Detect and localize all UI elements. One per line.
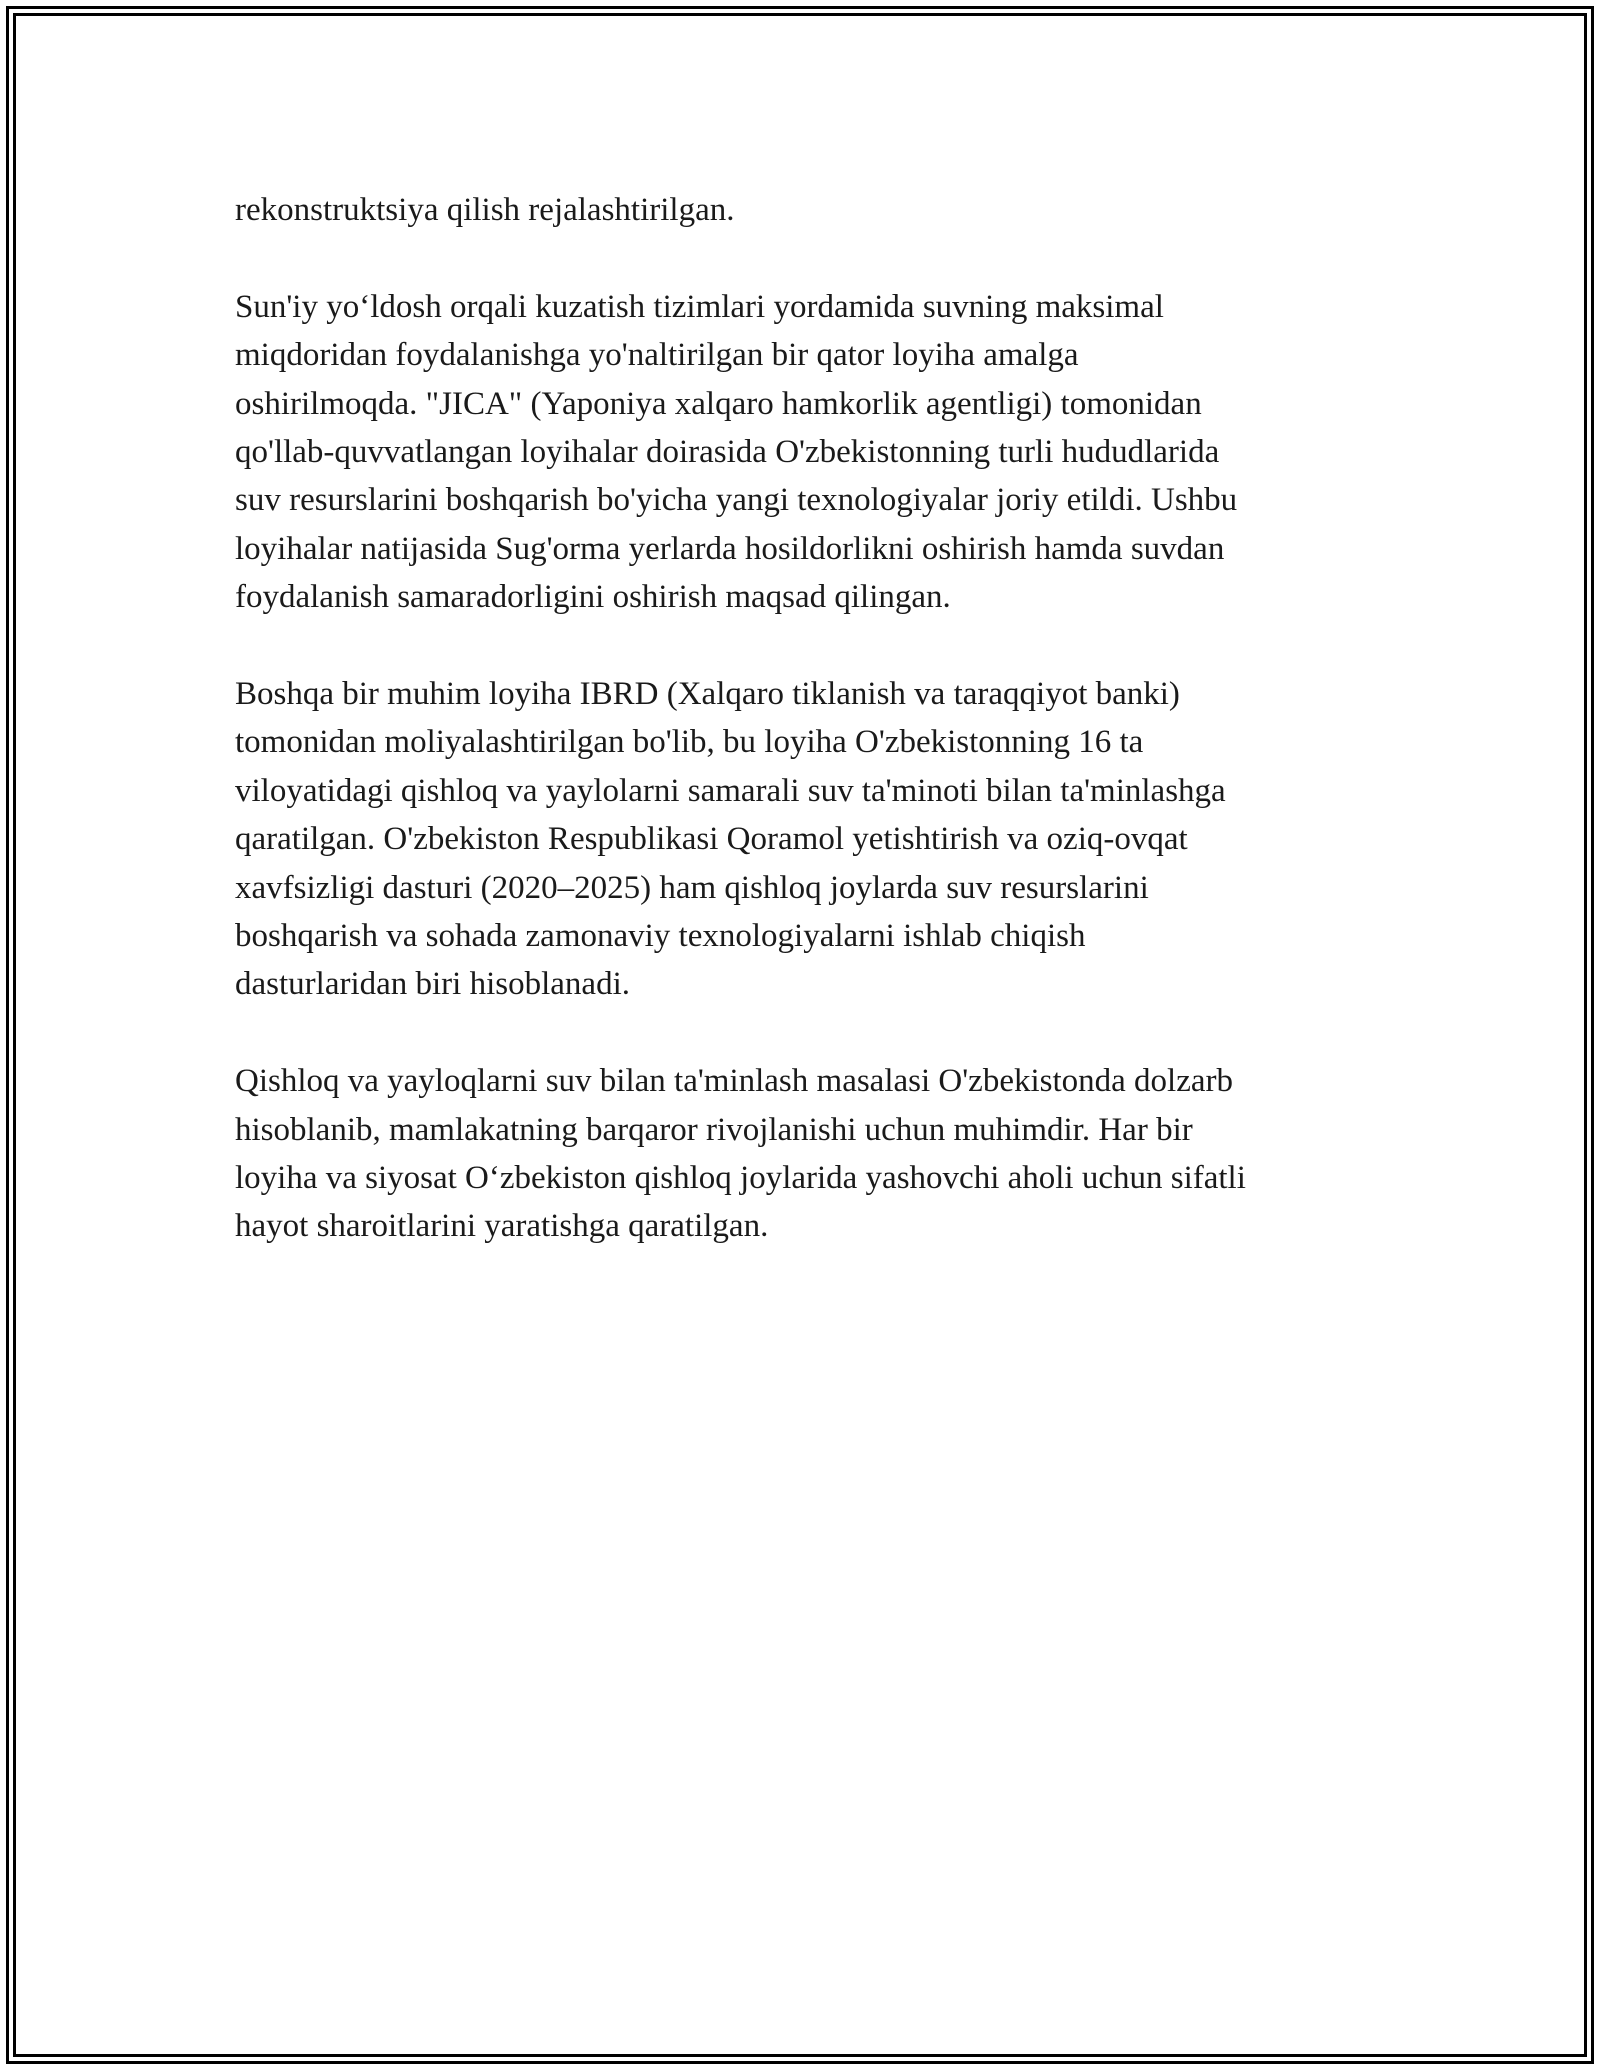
paragraph-3: Boshqa bir muhim loyiha IBRD (Xalqaro tiklanish va taraqqiyot banki) tomonidan moliyalashtirilgan bo'lib, bu loyiha O'zbekistonning 16 ta viloyatidagi qishloq va yaylolarni samarali suv ta'minoti bilan ta'minlashga qaratilgan. O'zbekiston Respublikasi Qoramol yetishtirish va oziq-ovqat xavfsizligi dasturi (2020–2025) ham qishloq joylarda suv resurslarini boshqarish va sohada zamonaviy texnologiyalarni ishlab chiqish dasturlaridan biri hisoblanadi. bbox=[235, 676, 1226, 1003]
document-body bbox=[235, 186, 1395, 1299]
paragraph-4: Qishloq va yayloqlarni suv bilan ta'minlash masalasi O'zbekistonda dolzarb hisoblanib, mamlakatning barqaror rivojlanishi uchun muhimdir. Har bir loyiha va siyosat O‘zbekiston qishloq joylarida yashovchi aholi uchun sifatli hayot sharoitlarini yaratishga qaratilgan. bbox=[235, 1063, 1246, 1245]
paragraph-1: rekonstruktsiya qilish rejalashtirilgan. bbox=[235, 192, 735, 228]
paragraph-2: Sun'iy yo‘ldosh orqali kuzatish tizimlari yordamida suvning maksimal miqdoridan foydalanishga yo'naltirilgan bir qator loyiha amalga oshirilmoqda. "JICA" (Yaponiya xalqaro hamkorlik agentligi) tomonidan qo'llab-quvvatlangan loyihalar doirasida O'zbekistonning turli hududlarida suv resurslarini boshqarish bo'yicha yangi texnologiyalar joriy etildi. Ushbu loyihalar natijasida Sug'orma yerlarda hosildorlikni oshirish hamda suvdan foydalanish samaradorligini oshirish maqsad qilingan. bbox=[235, 288, 1238, 616]
